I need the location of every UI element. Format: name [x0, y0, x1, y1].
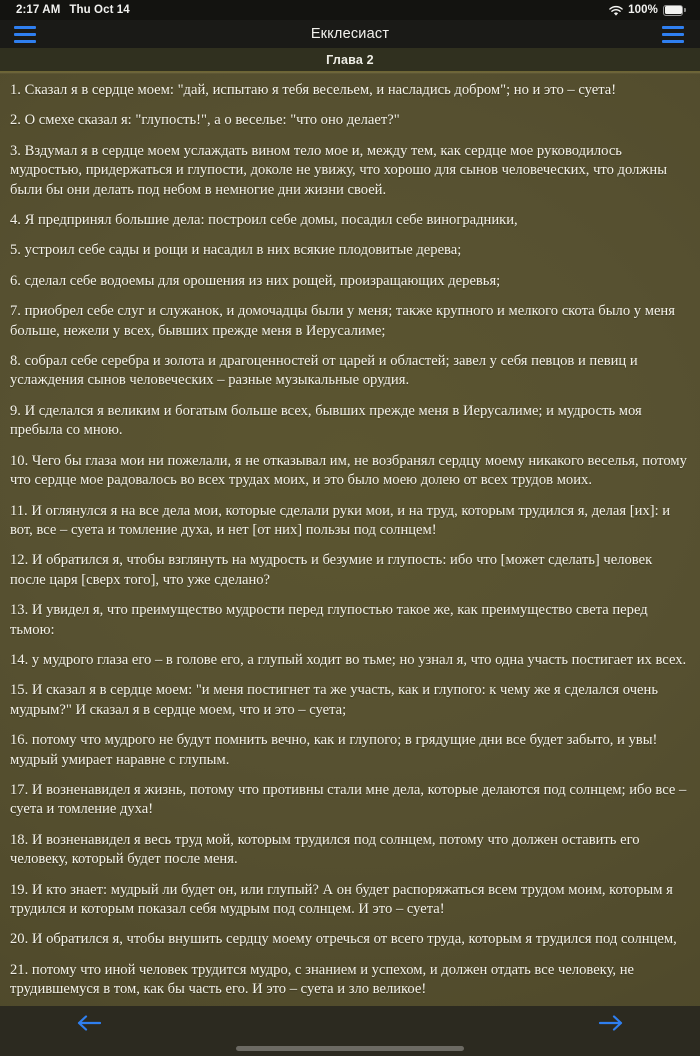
hamburger-menu-icon-right[interactable]	[662, 23, 686, 45]
verse-item: 15. И сказал я в сердце моем: "и меня постигнет та же участь, как и глупого: к чему же я сделался очень мудрым?" И сказал я в сердце моем, что и это – суета;	[10, 682, 658, 718]
home-indicator[interactable]	[236, 1046, 464, 1051]
status-date: Thu Oct 14	[69, 4, 130, 16]
verse-item: 2. О смехе сказал я: "глупость!", а о веселье: "что оно делает?"	[10, 112, 400, 129]
verse-item: 4. Я предпринял большие дела: построил себе домы, посадил себе виноградники,	[10, 212, 518, 229]
verse-item: 6. сделал себе водоемы для орошения из них рощей, произращающих деревья;	[10, 272, 501, 289]
status-time: 2:17 AM	[16, 4, 61, 16]
hamburger-menu-icon-left[interactable]	[14, 23, 38, 45]
verse-item: 13. И увидел я, что преимущество мудрости перед глупостью такое же, как преимущество света перед тьмою:	[10, 602, 648, 638]
verse-item: 12. И обратился я, чтобы взглянуть на мудрость и безумие и глупость: ибо что [может сделать] человек после царя [сверх того], что уже сделано?	[10, 552, 653, 588]
verse-item: 5. устроил себе сады и рощи и насадил в них всякие плодовитые дерева;	[10, 242, 462, 259]
verse-item: 7. приобрел себе слуг и служанок, и домочадцы были у меня; также крупного и мелкого скота было у меня больше, нежели у всех, бывших прежде меня в Иерусалиме;	[10, 303, 675, 339]
verse-item: 1. Сказал я в сердце моем: "дай, испытаю я тебя весельем, и насладись добром"; но и это – суета!	[10, 82, 617, 98]
verse-item: 18. И возненавидел я весь труд мой, которым трудился под солнцем, потому что должен оставить его человеку, который будет после меня.	[10, 831, 640, 868]
wifi-icon	[609, 6, 623, 17]
battery-full-icon	[663, 5, 686, 16]
status-bar	[0, 0, 700, 20]
verse-item: 11. И оглянулся я на все дела мои, которые сделали руки мои, и на труд, которым трудился я, делая [их]: и вот, все – суета и томление духа, и нет [от них] пользы под солнцем!	[10, 502, 671, 538]
home-indicator-area	[0, 1041, 700, 1056]
verse-item: 3. Вздумал я в сердце моем услаждать вином тело мое и, между тем, как сердце мое руководилось мудростью, придержаться и глупости, доколе не увижу, что хорошо для сынов человеческих, что должны были бы они делать под небом в немногие дни жизни своей.	[10, 142, 668, 198]
verse-item: 17. И возненавидел я жизнь, потому что противны стали мне дела, которые делаются под солнцем; ибо все – суета и томление духа!	[10, 781, 687, 818]
verse-item: 20. И обратился я, чтобы внушить сердцу моему отречься от всего труда, которым я трудился под солнцем,	[10, 931, 677, 948]
page-title: Екклесиаст	[310, 26, 390, 42]
verse-item: 10. Чего бы глаза мои ни пожелали, я не отказывал им, не возбранял сердцу моему никакого веселья, потому что сердце мое радовалось во всех трудах моих, и это было моею долею от всех трудов моих.	[10, 452, 687, 489]
navigation-bar	[0, 20, 700, 48]
battery-percent-label: 100%	[628, 4, 658, 16]
arrow-left-icon[interactable]	[72, 1010, 106, 1036]
reader-pane[interactable]	[0, 72, 700, 1006]
verse-item: 21. потому что иной человек трудится мудро, с знанием и успехом, и должен отдать все человеку, не трудившемуся в том, как бы часть его. И это – суета и зло великое!	[10, 961, 634, 998]
verse-item: 16. потому что мудрого не будут помнить вечно, как и глупого; в грядущие дни все будет забыто, и увы! мудрый умирает наравне с глупым.	[10, 732, 658, 768]
verse-item: 8. собрал себе серебра и золота и драгоценностей от царей и областей; завел у себя певцов и певиц и услаждения сынов человеческих – разные музыкальные орудия.	[10, 353, 638, 389]
chapter-header[interactable]	[0, 48, 700, 72]
verse-item: 14. у мудрого глаза его – в голове его, а глупый ходит во тьме; но узнал я, что одна участь постигает их всех.	[10, 651, 687, 668]
verse-item: 19. И кто знает: мудрый ли будет он, или глупый? А он будет распоряжаться всем трудом моим, которым я трудился и которым показал себя мудрым под солнцем. И это – суета!	[10, 881, 673, 917]
status-bar-right	[609, 4, 686, 16]
verse-item: 9. И сделался я великим и богатым больше всех, бывших прежде меня в Иерусалиме; и мудрость моя пребыла со мною.	[10, 402, 642, 439]
chapter-label: Глава 2	[326, 52, 374, 67]
status-bar-left	[16, 4, 130, 16]
verse-list	[10, 81, 690, 1000]
arrow-right-icon[interactable]	[594, 1010, 628, 1036]
bottom-toolbar	[0, 1006, 700, 1041]
